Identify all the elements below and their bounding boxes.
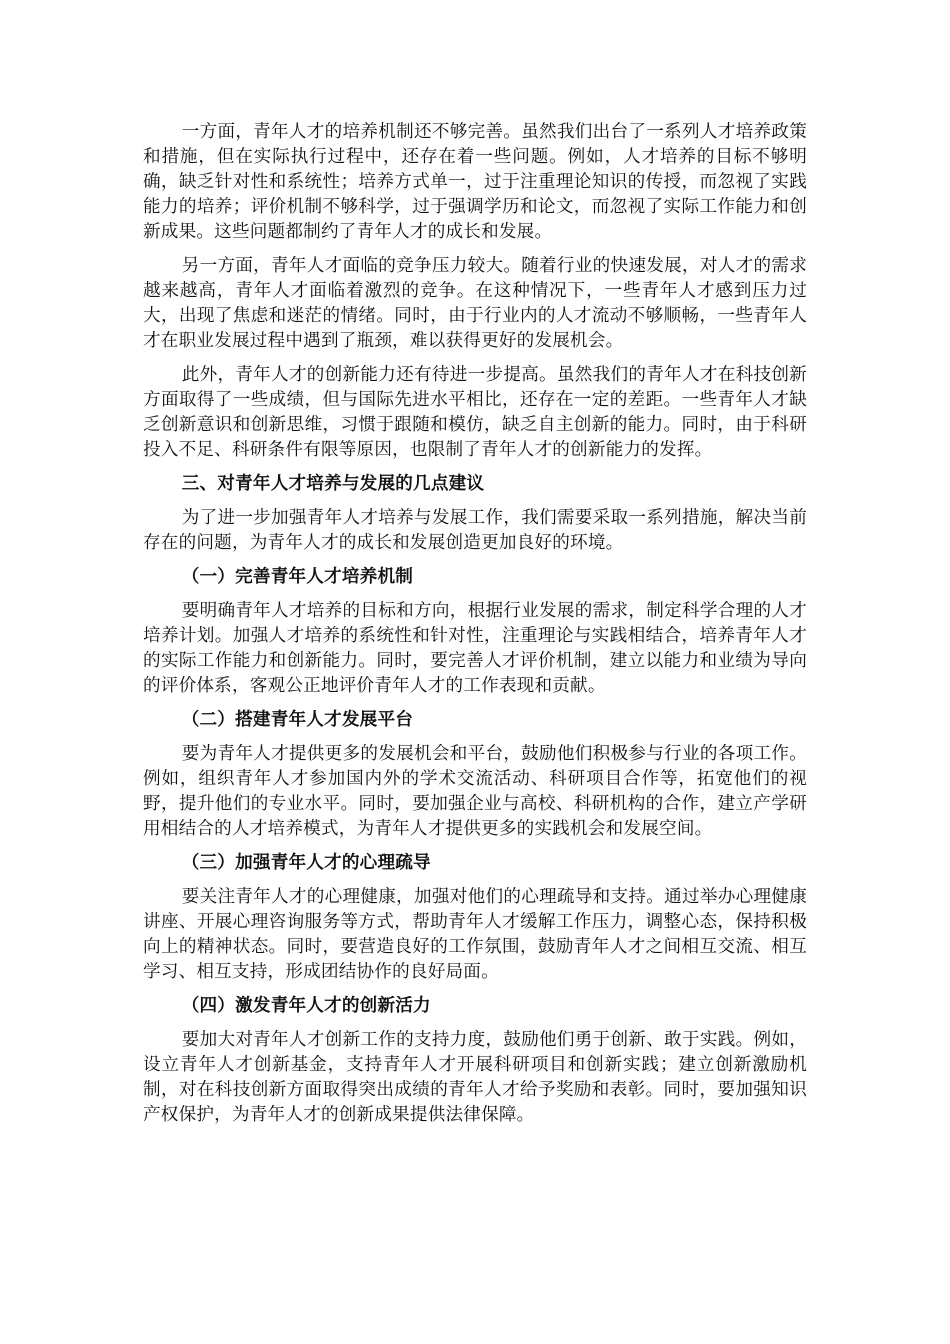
paragraph-competition-pressure: 另一方面，青年人才面临的竞争压力较大。随着行业的快速发展，对人才的需求越来越高，青年人才面临着激烈的竞争。在这种情况下，一些青年人才感到压力过大，出现了焦虑和迷茫的情绪。同时，由于行业内的人才流动不够顺畅，一些青年人才在职业发展过程中遇到了瓶颈，难以获得更好的发展机会。 — [143, 256, 807, 351]
subheading-2: （二）搭建青年人才发展平台 — [181, 710, 414, 730]
section-heading-suggestions: 三、对青年人才培养与发展的几点建议 — [181, 474, 485, 494]
subheading-3: （三）加强青年人才的心理疏导 — [181, 853, 431, 873]
paragraph-training-mechanism: 一方面，青年人才的培养机制还不够完善。虽然我们出台了一系列人才培养政策和措施，但在实际执行过程中，还存在着一些问题。例如，人才培养的目标不够明确，缺乏针对性和系统性；培养方式单一，过于注重理论知识的传授，而忽视了实践能力的培养；评价机制不够科学，过于强调学历和论文，而忽视了实际工作能力和创新成果。这些问题都制约了青年人才的成长和发展。 — [143, 122, 807, 242]
paragraph-innovation-ability: 此外，青年人才的创新能力还有待进一步提高。虽然我们的青年人才在科技创新方面取得了一些成绩，但与国际先进水平相比，还存在一定的差距。一些青年人才缺乏创新意识和创新思维，习惯于跟随和模仿，缺乏自主创新的能力。同时，由于科研投入不足、科研条件有限等原因，也限制了青年人才的创新能力的发挥。 — [143, 365, 807, 460]
paragraph-subsection-2: 要为青年人才提供更多的发展机会和平台，鼓励他们积极参与行业的各项工作。例如，组织青年人才参加国内外的学术交流活动、科研项目合作等，拓宽他们的视野，提升他们的专业水平。同时，要加强企业与高校、科研机构的合作，建立产学研用相结合的人才培养模式，为青年人才提供更多的实践机会和发展空间。 — [143, 744, 807, 839]
subheading-4: （四）激发青年人才的创新活力 — [181, 996, 431, 1016]
subheading-1: （一）完善青年人才培养机制 — [181, 567, 414, 587]
paragraph-suggestions-intro: 为了进一步加强青年人才培养与发展工作，我们需要采取一系列措施，解决当前存在的问题，为青年人才的成长和发展创造更加良好的环境。 — [143, 508, 807, 553]
document-page — [143, 120, 807, 1137]
paragraph-subsection-3: 要关注青年人才的心理健康，加强对他们的心理疏导和支持。通过举办心理健康讲座、开展心理咨询服务等方式，帮助青年人才缓解工作压力，调整心态，保持积极向上的精神状态。同时，要营造良好的工作氛围，鼓励青年人才之间相互交流、相互学习、相互支持，形成团结协作的良好局面。 — [143, 887, 807, 982]
paragraph-subsection-4: 要加大对青年人才创新工作的支持力度，鼓励他们勇于创新、敢于实践。例如，设立青年人才创新基金，支持青年人才开展科研项目和创新实践；建立创新激励机制，对在科技创新方面取得突出成绩的青年人才给予奖励和表彰。同时，要加强知识产权保护，为青年人才的创新成果提供法律保障。 — [143, 1030, 807, 1125]
paragraph-subsection-1: 要明确青年人才培养的目标和方向，根据行业发展的需求，制定科学合理的人才培养计划。加强人才培养的系统性和针对性，注重理论与实践相结合，培养青年人才的实际工作能力和创新能力。同时，要完善人才评价机制，建立以能力和业绩为导向的评价体系，客观公正地评价青年人才的工作表现和贡献。 — [143, 601, 807, 696]
